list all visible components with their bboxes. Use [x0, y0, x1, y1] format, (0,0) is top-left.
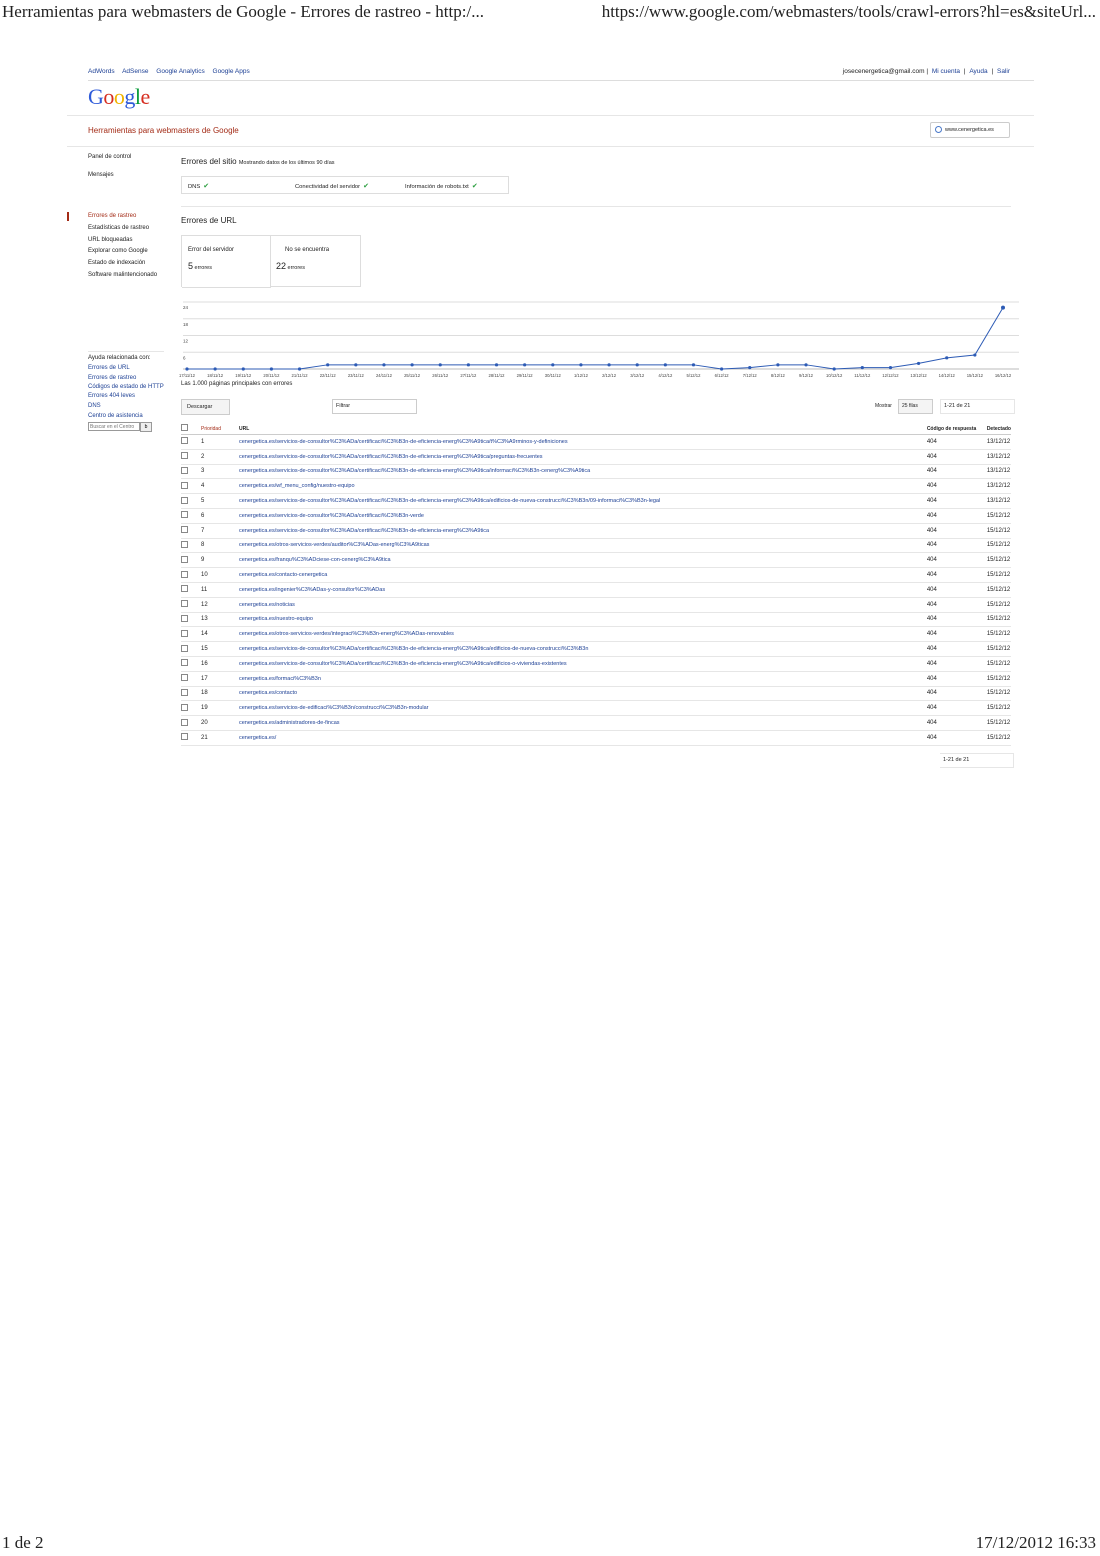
header-detected[interactable]: Detectado: [987, 423, 1011, 435]
header-response-code[interactable]: Código de respuesta: [927, 423, 987, 435]
wmt-title[interactable]: Herramientas para webmasters de Google: [88, 126, 239, 135]
row-response-code: 404: [927, 642, 987, 657]
x-tick-label: 21/11/12: [291, 373, 308, 378]
series-line: [187, 308, 1003, 369]
row-url-link[interactable]: cenergetica.es/ingenier%C3%ADas-y-consultor%C3%ADas: [238, 586, 386, 593]
row-url-link[interactable]: cenergetica.es/servicios-de-consultor%C3%ADa/certificaci%C3%B3n-de-eficiencia-energ%C3%A9tica/preguntas-frecuentes: [238, 453, 543, 460]
data-point[interactable]: [467, 363, 470, 366]
table-row: [181, 656, 1011, 671]
x-tick-label: 11/12/12: [854, 373, 871, 378]
row-url-link[interactable]: cenergetica.es/contacto: [238, 690, 298, 697]
row-url-link[interactable]: cenergetica.es/servicios-de-consultor%C3%ADa/certificaci%C3%B3n-de-eficiencia-energ%C3%A9tica/edificios-de-nueva-construcci%C3%B3n: [238, 646, 589, 653]
row-url-link[interactable]: cenergetica.es/servicios-de-consultor%C3%ADa/certificaci%C3%B3n-de-eficiencia-energ%C3%A9tica/t%C3%A9rminos-y-definiciones: [238, 438, 568, 445]
row-priority: 16: [201, 656, 239, 671]
select-all-checkbox[interactable]: [181, 424, 188, 431]
x-tick-label: 30/11/12: [544, 373, 561, 378]
row-response-code: 404: [927, 730, 987, 745]
row-checkbox[interactable]: [181, 467, 188, 474]
row-checkbox[interactable]: [181, 482, 188, 489]
row-response-code: 404: [927, 479, 987, 494]
row-detected: 15/12/12: [987, 671, 1011, 686]
row-response-code: 404: [927, 582, 987, 597]
row-detected: 15/12/12: [987, 508, 1011, 523]
row-checkbox[interactable]: [181, 659, 188, 666]
data-point[interactable]: [382, 363, 385, 366]
tab-label: Error del servidor: [188, 247, 235, 253]
sidebar-item-fetch-as-google[interactable]: Explorar como Google: [88, 248, 148, 255]
sidebar-item-malware[interactable]: Software malintencionado: [88, 271, 158, 278]
table-row: [181, 686, 1011, 701]
row-response-code: 404: [927, 701, 987, 716]
row-priority: 8: [201, 538, 239, 553]
row-priority: 2: [201, 449, 239, 464]
row-priority: 19: [201, 701, 239, 716]
row-priority: 6: [201, 508, 239, 523]
chart-caption: Las 1.000 páginas principales con errores: [181, 381, 293, 387]
row-checkbox[interactable]: [181, 556, 188, 563]
data-point[interactable]: [889, 366, 892, 369]
row-url-link[interactable]: cenergetica.es/formaci%C3%B3n: [238, 675, 321, 682]
x-tick-label: 17/11/12: [179, 373, 195, 378]
x-tick-label: 22/11/12: [319, 373, 336, 378]
row-detected: 13/12/12: [987, 449, 1011, 464]
check-icon: ✔: [363, 183, 369, 190]
row-priority: 15: [201, 642, 239, 657]
row-detected: 15/12/12: [987, 538, 1011, 553]
sidebar-top: [88, 152, 131, 182]
row-detected: 15/12/12: [987, 686, 1011, 701]
print-header-title: Herramientas para webmasters de Google - Errores de rastreo - http:/...: [2, 2, 484, 21]
row-checkbox[interactable]: [181, 674, 188, 681]
tab-server-error[interactable]: [182, 236, 271, 288]
site-icon: [935, 126, 942, 133]
row-response-code: 404: [927, 508, 987, 523]
show-label: Mostrar: [875, 403, 892, 409]
row-checkbox[interactable]: [181, 571, 188, 578]
table-row: [181, 597, 1011, 612]
row-detected: 13/12/12: [987, 494, 1011, 509]
row-priority: 11: [201, 582, 239, 597]
tab-label: No se encuentra: [285, 247, 330, 253]
row-response-code: 404: [927, 597, 987, 612]
row-detected: 15/12/12: [987, 642, 1011, 657]
filter-input[interactable]: Filtrar: [332, 399, 417, 414]
url-error-tabs: [181, 235, 361, 287]
row-priority: 14: [201, 627, 239, 642]
table-row: [181, 494, 1011, 509]
data-point[interactable]: [973, 353, 976, 356]
sidebar-item-messages[interactable]: Mensajes: [88, 171, 114, 178]
row-url-link[interactable]: cenergetica.es/servicios-de-consultor%C3%ADa/certificaci%C3%B3n-de-eficiencia-energ%C3%A9tica/edificios-de-nueva-construcci%C3%B3n/09-informaci%C3%B3n-legal: [238, 498, 661, 505]
x-tick-label: 20/11/12: [263, 373, 280, 378]
row-checkbox[interactable]: [181, 704, 188, 711]
row-checkbox[interactable]: [181, 437, 188, 444]
sidebar-item-index-status[interactable]: Estado de indexación: [88, 260, 146, 267]
data-point[interactable]: [776, 363, 779, 366]
print-header-url: https://www.google.com/webmasters/tools/crawl-errors?hl=es&siteUrl...: [601, 2, 1096, 21]
row-url-link[interactable]: cenergetica.es/otros-servicios-verdes/integraci%C3%B3n-energ%C3%ADas-renovables: [238, 631, 454, 638]
x-tick-label: 24/11/12: [375, 373, 392, 378]
x-tick-label: 6/12/12: [714, 373, 729, 378]
row-priority: 21: [201, 730, 239, 745]
x-tick-label: 18/11/12: [207, 373, 224, 378]
row-checkbox[interactable]: [181, 526, 188, 533]
row-response-code: 404: [927, 686, 987, 701]
download-button[interactable]: Descargar: [181, 399, 230, 415]
data-point[interactable]: [861, 366, 864, 369]
print-footer-page: 1 de 2: [2, 1533, 44, 1552]
row-response-code: 404: [927, 627, 987, 642]
wmt-header: [67, 115, 1034, 147]
row-priority: 9: [201, 553, 239, 568]
table-header-row: [181, 423, 1011, 435]
table-row: [181, 642, 1011, 657]
data-point[interactable]: [439, 363, 442, 366]
table-row: [181, 508, 1011, 523]
row-priority: 4: [201, 479, 239, 494]
data-point[interactable]: [354, 363, 357, 366]
row-response-code: 404: [927, 538, 987, 553]
data-point[interactable]: [720, 367, 723, 370]
x-tick-label: 29/11/12: [516, 373, 533, 378]
row-detected: 15/12/12: [987, 597, 1011, 612]
row-detected: 15/12/12: [987, 730, 1011, 745]
row-detected: 13/12/12: [987, 435, 1011, 450]
table-row: [181, 716, 1011, 731]
row-response-code: 404: [927, 464, 987, 479]
table-row: [181, 553, 1011, 568]
errors-chart: [181, 299, 1021, 381]
row-detected: 15/12/12: [987, 582, 1011, 597]
row-checkbox[interactable]: [181, 600, 188, 607]
pager-top: 1-21 de 21: [940, 399, 1015, 414]
table-row: [181, 612, 1011, 627]
x-tick-label: 27/11/12: [460, 373, 477, 378]
x-tick-label: 7/12/12: [742, 373, 757, 378]
data-point[interactable]: [833, 367, 836, 370]
tab-not-found[interactable]: [271, 236, 360, 286]
x-tick-label: 15/12/12: [966, 373, 984, 378]
row-detected: 13/12/12: [987, 479, 1011, 494]
row-detected: 15/12/12: [987, 656, 1011, 671]
table-row: [181, 730, 1011, 745]
row-url-link[interactable]: cenergetica.es/nuestro-equipo: [238, 616, 313, 623]
table-row: [181, 435, 1011, 450]
check-icon: ✔: [203, 183, 210, 190]
row-url-link[interactable]: cenergetica.es/noticias: [238, 601, 295, 608]
x-tick-label: 25/11/12: [404, 373, 421, 378]
tab-count: 5 errores: [188, 261, 212, 271]
google-bar: [88, 68, 1034, 81]
row-priority: 20: [201, 716, 239, 731]
row-checkbox[interactable]: [181, 689, 188, 696]
active-indicator: [67, 212, 69, 221]
data-point[interactable]: [495, 363, 498, 366]
x-tick-label: 26/11/12: [432, 373, 449, 378]
data-point[interactable]: [607, 363, 610, 366]
row-priority: 13: [201, 612, 239, 627]
x-tick-label: 3/12/12: [630, 373, 645, 378]
row-url-link[interactable]: cenergetica.es/: [238, 734, 277, 741]
row-checkbox[interactable]: [181, 452, 188, 459]
row-response-code: 404: [927, 612, 987, 627]
row-response-code: 404: [927, 716, 987, 731]
row-checkbox[interactable]: [181, 719, 188, 726]
row-checkbox[interactable]: [181, 630, 188, 637]
x-tick-label: 19/11/12: [235, 373, 252, 378]
help-link-help-center[interactable]: Centro de asistencia: [88, 413, 143, 419]
table-row: [181, 523, 1011, 538]
sidebar-crawl: [88, 211, 157, 282]
help-search: [88, 422, 164, 432]
y-tick-label: 18: [183, 321, 189, 327]
sidebar-item-blocked-urls[interactable]: URL bloqueadas: [88, 236, 133, 243]
x-tick-label: 12/12/12: [882, 373, 899, 378]
data-point[interactable]: [748, 366, 751, 369]
row-url-link[interactable]: cenergetica.es/servicios-de-consultor%C3%ADa/certificaci%C3%B3n-de-eficiencia-energ%C3%A9tica/edificios-o-viviendas-existentes: [238, 660, 567, 667]
sidebar-item-crawl-errors[interactable]: Errores de rastreo: [88, 213, 137, 219]
row-checkbox[interactable]: [181, 497, 188, 504]
data-point[interactable]: [298, 367, 301, 370]
data-point[interactable]: [804, 363, 807, 366]
account-links: josecenergetica@gmail.com | Mi cuenta | Ayuda | Salir: [842, 68, 1010, 75]
y-tick-label: 6: [183, 355, 186, 361]
gbar-link-adsense[interactable]: AdSense: [122, 68, 149, 75]
row-url-link[interactable]: cenergetica.es/franqu%C3%ADciese-con-cenerg%C3%A9tica: [238, 557, 391, 564]
data-point[interactable]: [551, 363, 554, 366]
row-detected: 15/12/12: [987, 716, 1011, 731]
row-detected: 15/12/12: [987, 627, 1011, 642]
data-point[interactable]: [242, 367, 245, 370]
gbar-link-apps[interactable]: Google Apps: [212, 68, 250, 75]
data-point[interactable]: [664, 363, 667, 366]
help-link-crawl-errors[interactable]: Errores de rastreo: [88, 375, 137, 381]
table-row: [181, 538, 1011, 553]
help-link[interactable]: Ayuda: [969, 68, 988, 75]
row-response-code: 404: [927, 494, 987, 509]
x-tick-label: 5/12/12: [686, 373, 701, 378]
x-tick-label: 14/12/12: [938, 373, 955, 378]
x-tick-label: 4/12/12: [658, 373, 673, 378]
row-checkbox[interactable]: [181, 585, 188, 592]
check-icon: ✔: [471, 183, 478, 190]
row-detected: 15/12/12: [987, 553, 1011, 568]
table-row: [181, 449, 1011, 464]
row-detected: 13/12/12: [987, 464, 1011, 479]
row-priority: 1: [201, 435, 239, 450]
data-point[interactable]: [579, 363, 582, 366]
header-url[interactable]: URL: [239, 423, 927, 435]
gbar-link-analytics[interactable]: Google Analytics: [156, 68, 205, 75]
divider: [181, 206, 1011, 207]
data-point[interactable]: [270, 367, 273, 370]
help-link-http-codes[interactable]: Códigos de estado de HTTP: [88, 384, 164, 390]
row-priority: 3: [201, 464, 239, 479]
row-url-link[interactable]: cenergetica.es/servicios-de-consultor%C3%ADa/certificaci%C3%B3n-verde: [238, 512, 424, 519]
data-point[interactable]: [692, 363, 695, 366]
data-point[interactable]: [523, 363, 526, 366]
related-help: [88, 351, 164, 432]
row-priority: 12: [201, 597, 239, 612]
row-response-code: 404: [927, 671, 987, 686]
row-checkbox[interactable]: [181, 541, 188, 548]
row-priority: 17: [201, 671, 239, 686]
google-logo[interactable]: Google: [88, 84, 150, 109]
header-priority[interactable]: Prioridad: [201, 423, 239, 435]
site-errors-box: [181, 176, 509, 194]
x-tick-label: 9/12/12: [799, 373, 814, 378]
row-detected: 15/12/12: [987, 701, 1011, 716]
sidebar-item-dashboard[interactable]: Panel de control: [88, 154, 132, 160]
table-row: [181, 568, 1011, 583]
pager-bottom: 1-21 de 21: [940, 753, 1014, 768]
rows-per-page-select[interactable]: 25 filas: [898, 399, 933, 414]
site-selector[interactable]: www.cenergetica.es: [930, 122, 1010, 138]
row-response-code: 404: [927, 568, 987, 583]
table-row: [181, 582, 1011, 597]
row-url-link[interactable]: cenergetica.es/administradores-de-fincas: [238, 720, 340, 727]
x-tick-label: 13/12/12: [910, 373, 927, 378]
data-point[interactable]: [185, 367, 188, 370]
sign-out-link[interactable]: Salir: [996, 68, 1010, 75]
data-point[interactable]: [945, 356, 948, 359]
tab-count: 22 errores: [276, 261, 305, 271]
row-url-link[interactable]: cenergetica.es/servicios-de-consultor%C3%ADa/certificaci%C3%B3n-de-eficiencia-energ%C3%A9tica: [238, 527, 490, 534]
row-checkbox[interactable]: [181, 645, 188, 652]
site-error-dns[interactable]: DNS ✔: [188, 183, 210, 190]
site-error-connectivity[interactable]: Conectividad del servidor ✔: [295, 183, 369, 190]
row-response-code: 404: [927, 553, 987, 568]
help-search-input[interactable]: [88, 422, 140, 431]
table-row: [181, 701, 1011, 716]
data-point[interactable]: [636, 363, 639, 366]
table-row: [181, 671, 1011, 686]
row-url-link[interactable]: cenergetica.es/servicios-de-edificaci%C3%B3n/construcci%C3%B3n-modular: [238, 705, 429, 712]
x-tick-label: 8/12/12: [770, 373, 785, 378]
sidebar-item-crawl-stats[interactable]: Estadísticas de rastreo: [88, 224, 150, 231]
row-detected: 15/12/12: [987, 523, 1011, 538]
gbar-link-adwords[interactable]: AdWords: [88, 68, 115, 75]
my-account-link[interactable]: Mi cuenta: [931, 68, 961, 75]
row-response-code: 404: [927, 449, 987, 464]
row-priority: 7: [201, 523, 239, 538]
table-toolbar: [181, 399, 1011, 413]
x-tick-label: 23/11/12: [347, 373, 364, 378]
site-errors-subtitle: Mostrando datos de los últimos 90 días: [238, 160, 335, 166]
row-response-code: 404: [927, 435, 987, 450]
x-tick-label: 28/11/12: [488, 373, 505, 378]
y-tick-label: 12: [183, 338, 189, 344]
help-link-url-errors[interactable]: Errores de URL: [88, 365, 130, 371]
help-link-dns[interactable]: DNS: [88, 403, 101, 409]
row-checkbox[interactable]: [181, 511, 188, 518]
site-error-robots[interactable]: Información de robots.txt ✔: [405, 183, 478, 190]
help-link-soft-404[interactable]: Errores 404 leves: [88, 393, 136, 399]
data-point[interactable]: [214, 367, 217, 370]
data-point[interactable]: [1001, 306, 1005, 310]
x-tick-label: 2/12/12: [602, 373, 617, 378]
row-url-link[interactable]: cenergetica.es/contacto-cenergetica: [238, 572, 328, 579]
row-url-link[interactable]: cenergetica.es/otros-servicios-verdes/auditor%C3%ADas-energ%C3%A9ticas: [238, 542, 430, 549]
row-response-code: 404: [927, 523, 987, 538]
x-tick-label: 16/12/12: [994, 373, 1012, 378]
account-email: josecenergetica@gmail.com: [842, 68, 925, 75]
url-errors-table: [181, 423, 1011, 746]
row-url-link[interactable]: cenergetica.es/wf_menu_config/nuestro-equipo: [238, 483, 355, 490]
row-url-link[interactable]: cenergetica.es/servicios-de-consultor%C3%ADa/certificaci%C3%B3n-de-eficiencia-energ%C3%A9tica/informaci%C3%B3n-cenerg%C3%A9tica: [238, 468, 591, 475]
x-tick-label: 10/12/12: [826, 373, 843, 378]
x-tick-label: 1/12/12: [573, 373, 588, 378]
row-checkbox[interactable]: [181, 615, 188, 622]
table-row: [181, 627, 1011, 642]
y-tick-label: 24: [183, 305, 189, 310]
site-errors-heading: Errores del sitio Mostrando datos de los últimos 90 días: [181, 157, 335, 166]
print-footer-date: 17/12/2012 16:33: [975, 1533, 1096, 1552]
table-row: [181, 479, 1011, 494]
row-detected: 15/12/12: [987, 612, 1011, 627]
data-point[interactable]: [411, 363, 414, 366]
row-priority: 18: [201, 686, 239, 701]
url-errors-heading: Errores de URL: [181, 216, 237, 225]
data-point[interactable]: [326, 363, 329, 366]
data-point[interactable]: [917, 362, 920, 365]
table-row: [181, 464, 1011, 479]
row-priority: 10: [201, 568, 239, 583]
related-help-title: Ayuda relacionada con:: [88, 355, 151, 361]
row-response-code: 404: [927, 656, 987, 671]
row-detected: 15/12/12: [987, 568, 1011, 583]
row-checkbox[interactable]: [181, 733, 188, 740]
row-priority: 5: [201, 494, 239, 509]
help-search-button[interactable]: b: [140, 422, 152, 432]
